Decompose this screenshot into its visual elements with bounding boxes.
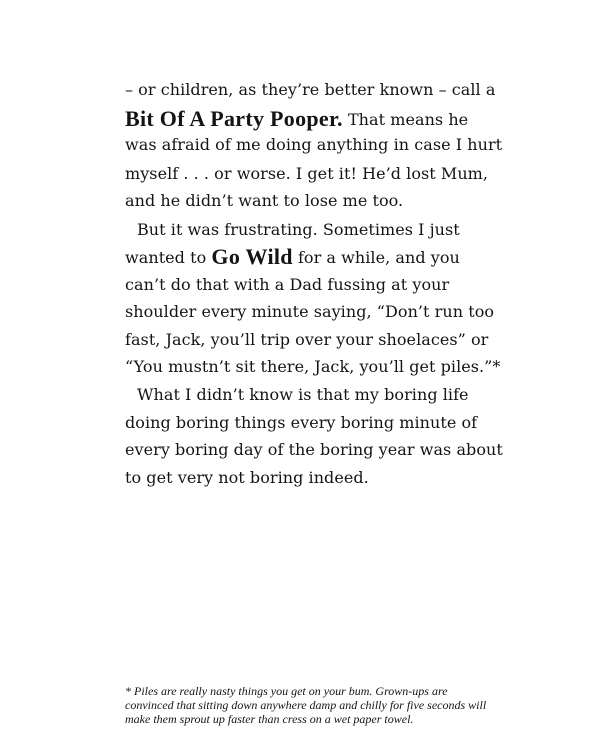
body-line: myself . . . or worse. I get it! He’d lost Mum, <box>125 164 489 183</box>
body-line: – or children, as they’re better known – call a <box>125 80 496 99</box>
body-line: What I didn’t know is that my boring life <box>137 385 469 404</box>
body-line: was afraid of me doing anything in case I hurt <box>125 135 503 154</box>
body-line: and he didn’t want to lose me too. <box>125 191 404 210</box>
body-line-text: for a while, and you <box>292 248 460 267</box>
emphasis-go-wild: Go Wild <box>211 244 293 269</box>
body-line: “You mustn’t sit there, Jack, you’ll get piles.”* <box>125 357 501 376</box>
body-line: every boring day of the boring year was about <box>125 440 503 459</box>
body-line: But it was frustrating. Sometimes I just <box>137 220 460 239</box>
body-line: fast, Jack, you’ll trip over your shoelaces” or <box>125 330 489 349</box>
body-line-text: wanted to <box>125 248 212 267</box>
footnote-line: convinced that sitting down anywhere damp and chilly for five seconds will <box>125 698 487 712</box>
body-line: shoulder every minute saying, “Don’t run too <box>125 302 495 321</box>
footnote-line: make them sprout up faster than cress on a wet paper towel. <box>125 712 414 726</box>
emphasis-party-pooper: Bit Of A Party Pooper. <box>125 106 343 131</box>
body-line: doing boring things every boring minute of <box>125 413 478 432</box>
body-line <box>125 106 469 131</box>
body-line <box>125 244 460 269</box>
body-line-text: That means he <box>342 110 469 129</box>
body-line: to get very not boring indeed. <box>125 468 369 487</box>
footnote-line: * Piles are really nasty things you get on your bum. Grown-ups are <box>125 684 448 698</box>
body-line: can’t do that with a Dad fussing at your <box>125 275 450 294</box>
